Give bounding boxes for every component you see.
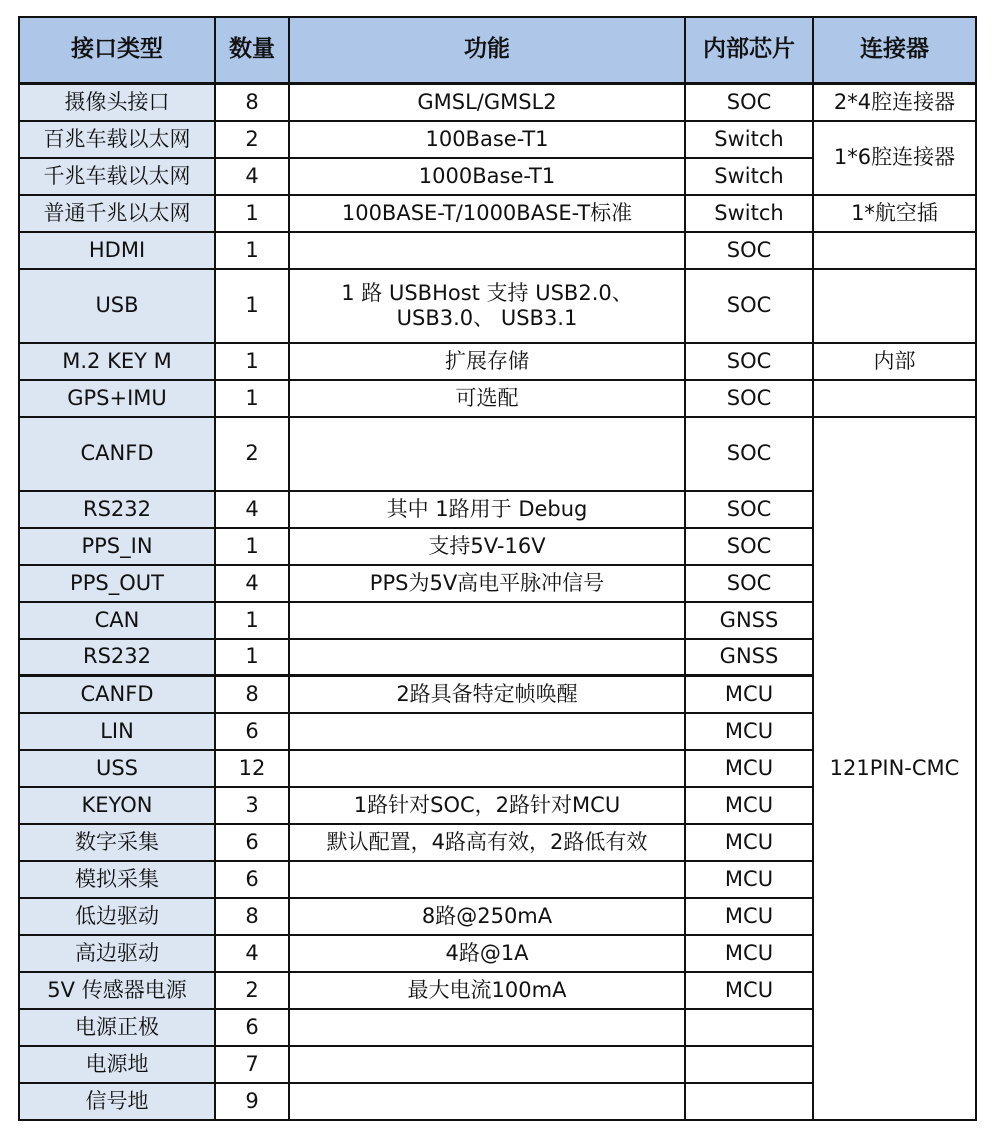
cell-type: RS232 bbox=[19, 639, 215, 676]
cell-type: RS232 bbox=[19, 491, 215, 528]
cell-qty: 12 bbox=[215, 750, 289, 787]
header-quantity: 数量 bbox=[215, 17, 289, 84]
cell-connector: 121PIN-CMC bbox=[813, 417, 976, 1120]
cell-qty: 6 bbox=[215, 824, 289, 861]
cell-type: 低边驱动 bbox=[19, 898, 215, 935]
header-connector: 连接器 bbox=[813, 17, 976, 84]
cell-qty: 4 bbox=[215, 565, 289, 602]
cell-qty: 4 bbox=[215, 491, 289, 528]
cell-qty: 1 bbox=[215, 269, 289, 343]
cell-function: 4路@1A bbox=[289, 935, 685, 972]
cell-chip: MCU bbox=[685, 861, 813, 898]
cell-qty: 8 bbox=[215, 84, 289, 121]
cell-chip: SOC bbox=[685, 343, 813, 380]
table-row bbox=[19, 232, 976, 269]
cell-function bbox=[289, 1009, 685, 1046]
cell-chip: SOC bbox=[685, 491, 813, 528]
cell-chip: MCU bbox=[685, 713, 813, 750]
cell-function: 100BASE-T/1000BASE-T标准 bbox=[289, 195, 685, 232]
cell-chip: GNSS bbox=[685, 602, 813, 639]
cell-function bbox=[289, 1083, 685, 1120]
interface-spec-table bbox=[18, 16, 977, 1121]
cell-chip: MCU bbox=[685, 972, 813, 1009]
cell-qty: 1 bbox=[215, 232, 289, 269]
cell-type: CANFD bbox=[19, 676, 215, 713]
cell-function: 其中 1路用于 Debug bbox=[289, 491, 685, 528]
cell-function: PPS为5V高电平脉冲信号 bbox=[289, 565, 685, 602]
cell-qty: 6 bbox=[215, 861, 289, 898]
table-row bbox=[19, 343, 976, 380]
cell-type: GPS+IMU bbox=[19, 380, 215, 417]
cell-type: 摄像头接口 bbox=[19, 84, 215, 121]
cell-qty: 1 bbox=[215, 602, 289, 639]
cell-chip: SOC bbox=[685, 232, 813, 269]
cell-chip: MCU bbox=[685, 787, 813, 824]
cell-qty: 8 bbox=[215, 898, 289, 935]
cell-qty: 2 bbox=[215, 972, 289, 1009]
cell-type: CAN bbox=[19, 602, 215, 639]
cell-type: PPS_OUT bbox=[19, 565, 215, 602]
cell-connector bbox=[813, 380, 976, 417]
cell-function: 可选配 bbox=[289, 380, 685, 417]
cell-chip bbox=[685, 1009, 813, 1046]
cell-chip bbox=[685, 1083, 813, 1120]
cell-connector: 1*6腔连接器 bbox=[813, 121, 976, 195]
cell-qty: 1 bbox=[215, 380, 289, 417]
cell-type: 高边驱动 bbox=[19, 935, 215, 972]
cell-chip: SOC bbox=[685, 417, 813, 491]
cell-qty: 6 bbox=[215, 1009, 289, 1046]
cell-chip bbox=[685, 1046, 813, 1083]
header-internal-chip: 内部芯片 bbox=[685, 17, 813, 84]
cell-chip: Switch bbox=[685, 195, 813, 232]
cell-chip: MCU bbox=[685, 676, 813, 713]
cell-qty: 6 bbox=[215, 713, 289, 750]
cell-function bbox=[289, 713, 685, 750]
cell-function bbox=[289, 602, 685, 639]
cell-function: 2路具备特定帧唤醒 bbox=[289, 676, 685, 713]
table-row bbox=[19, 380, 976, 417]
cell-qty: 3 bbox=[215, 787, 289, 824]
cell-chip: MCU bbox=[685, 750, 813, 787]
cell-function bbox=[289, 861, 685, 898]
cell-qty: 4 bbox=[215, 935, 289, 972]
cell-function bbox=[289, 232, 685, 269]
cell-qty: 4 bbox=[215, 158, 289, 195]
cell-function: 支持5V-16V bbox=[289, 528, 685, 565]
cell-connector bbox=[813, 232, 976, 269]
cell-chip: SOC bbox=[685, 528, 813, 565]
table-row bbox=[19, 84, 976, 121]
cell-type: 5V 传感器电源 bbox=[19, 972, 215, 1009]
cell-chip: MCU bbox=[685, 824, 813, 861]
cell-type: KEYON bbox=[19, 787, 215, 824]
cell-function: 1 路 USBHost 支持 USB2.0、 USB3.0、 USB3.1 bbox=[289, 269, 685, 343]
cell-type: HDMI bbox=[19, 232, 215, 269]
cell-type: 信号地 bbox=[19, 1083, 215, 1120]
cell-type: 普通千兆以太网 bbox=[19, 195, 215, 232]
cell-chip: SOC bbox=[685, 380, 813, 417]
cell-qty: 9 bbox=[215, 1083, 289, 1120]
cell-type: 数字采集 bbox=[19, 824, 215, 861]
cell-chip: SOC bbox=[685, 84, 813, 121]
cell-qty: 2 bbox=[215, 121, 289, 158]
cell-type: USS bbox=[19, 750, 215, 787]
table-row bbox=[19, 417, 976, 491]
cell-type: PPS_IN bbox=[19, 528, 215, 565]
cell-function bbox=[289, 639, 685, 676]
cell-chip: MCU bbox=[685, 935, 813, 972]
cell-function: GMSL/GMSL2 bbox=[289, 84, 685, 121]
cell-connector: 1*航空插 bbox=[813, 195, 976, 232]
cell-chip: SOC bbox=[685, 269, 813, 343]
table-header-row bbox=[19, 17, 976, 84]
cell-type: 百兆车载以太网 bbox=[19, 121, 215, 158]
cell-function bbox=[289, 417, 685, 491]
cell-qty: 1 bbox=[215, 528, 289, 565]
cell-connector bbox=[813, 269, 976, 343]
cell-function: 8路@250mA bbox=[289, 898, 685, 935]
cell-chip: MCU bbox=[685, 898, 813, 935]
cell-qty: 2 bbox=[215, 417, 289, 491]
cell-qty: 1 bbox=[215, 639, 289, 676]
cell-qty: 1 bbox=[215, 195, 289, 232]
header-interface-type: 接口类型 bbox=[19, 17, 215, 84]
cell-chip: Switch bbox=[685, 158, 813, 195]
cell-function: 最大电流100mA bbox=[289, 972, 685, 1009]
cell-type: 模拟采集 bbox=[19, 861, 215, 898]
cell-qty: 7 bbox=[215, 1046, 289, 1083]
interface-table-wrapper bbox=[18, 16, 977, 1121]
cell-function: 1000Base-T1 bbox=[289, 158, 685, 195]
cell-type: 电源地 bbox=[19, 1046, 215, 1083]
cell-type: USB bbox=[19, 269, 215, 343]
cell-type: LIN bbox=[19, 713, 215, 750]
cell-function: 100Base-T1 bbox=[289, 121, 685, 158]
cell-type: 千兆车载以太网 bbox=[19, 158, 215, 195]
cell-chip: SOC bbox=[685, 565, 813, 602]
cell-qty: 1 bbox=[215, 343, 289, 380]
cell-type: CANFD bbox=[19, 417, 215, 491]
table-row bbox=[19, 269, 976, 343]
cell-function bbox=[289, 1046, 685, 1083]
cell-qty: 8 bbox=[215, 676, 289, 713]
table-row bbox=[19, 195, 976, 232]
cell-chip: GNSS bbox=[685, 639, 813, 676]
header-function: 功能 bbox=[289, 17, 685, 84]
cell-connector: 2*4腔连接器 bbox=[813, 84, 976, 121]
cell-function bbox=[289, 750, 685, 787]
cell-function: 默认配置，4路高有效，2路低有效 bbox=[289, 824, 685, 861]
cell-type: M.2 KEY M bbox=[19, 343, 215, 380]
cell-connector: 内部 bbox=[813, 343, 976, 380]
cell-function: 1路针对SOC，2路针对MCU bbox=[289, 787, 685, 824]
table-row bbox=[19, 121, 976, 158]
cell-chip: Switch bbox=[685, 121, 813, 158]
cell-type: 电源正极 bbox=[19, 1009, 215, 1046]
cell-function: 扩展存储 bbox=[289, 343, 685, 380]
